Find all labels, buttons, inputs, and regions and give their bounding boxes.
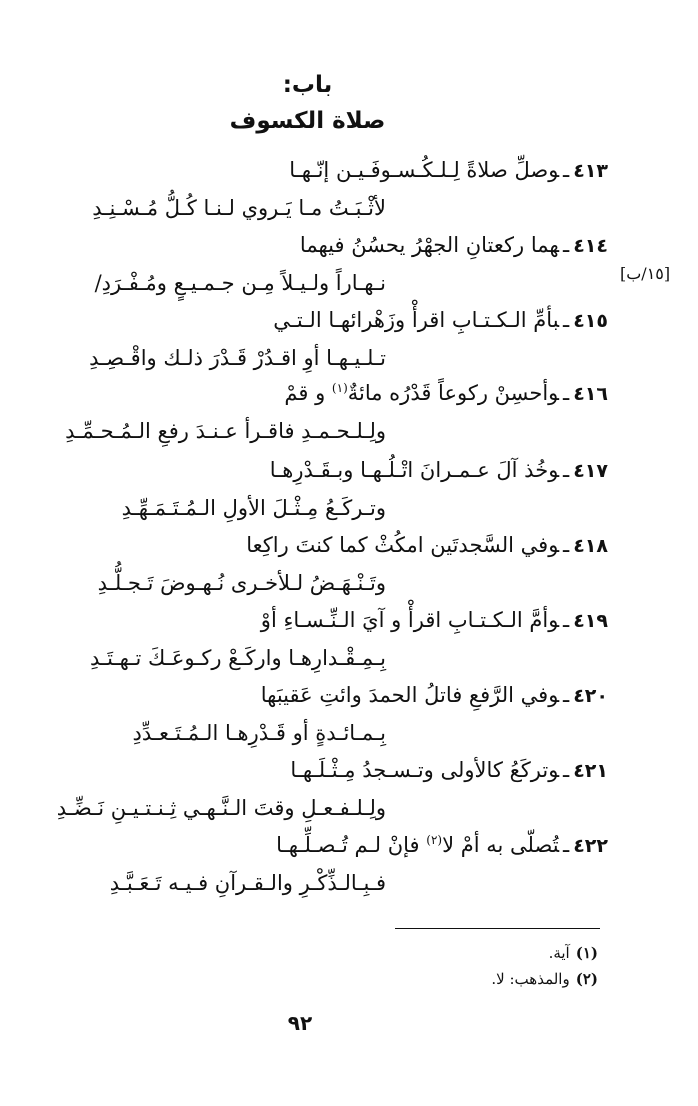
verse-text-tail: و قمْ: [284, 381, 332, 405]
footnote-marker: (٢): [426, 833, 443, 847]
footnote-number: (١): [575, 944, 598, 962]
verse-418: [0, 530, 698, 606]
verse-414: [0, 230, 698, 306]
verse-number: ٤٢١: [573, 760, 608, 782]
verse-second-hemistich: ولِـلـحـمـدِ فاقـرأ عـنـدَ رفعِ الـمُـحـمِّـدِ: [65, 419, 386, 443]
page-number: ٩٢: [287, 1011, 313, 1035]
verse-first-hemistich: ٤١٥ـبأمِّ الـكـتـابِ اقرأْ وزَهْرائهـا الـتـي: [273, 308, 608, 332]
verse-text-tail: فإنْ لـم تُـصـلِّـهـا: [276, 833, 427, 857]
verse-first-hemistich: ٤١٨ـوفي السَّجدتَين امكُثْ كما كنتَ راكِعا: [246, 533, 608, 557]
footnote-2: [491, 968, 598, 990]
verse-number: ٤١٣: [573, 160, 608, 182]
chapter-title: صلاة الكسوف: [229, 108, 386, 134]
verse-second-hemistich: فـبِـالـذِّكْـرِ والـقـرآنِ فـيـه تَـعَـبَّـدِ: [109, 871, 386, 895]
verse-second-hemistich: تـلـيـهـا أوِ اقـدُرْ قَـدْرَ ذلـك واقْـصِـدِ: [89, 346, 386, 370]
verse-second-hemistich: لأثْـبَـتُ مـا يَـروي لـنـا كُـلُّ مُـسْـنِـدِ: [92, 196, 386, 220]
verse-text: هما ركعتانِ الجهْرُ يحسُنُ فيهما: [299, 233, 560, 257]
footnote-number: (٢): [575, 970, 598, 988]
verse-second-hemistich: وتَـنْـهَـضُ لـلأخـرى نُـهـوضَ تَـجـلُّـدِ: [97, 571, 386, 595]
verse-number: ٤١٨: [573, 535, 608, 557]
verse-text: وفي الرَّفعِ فاتلُ الحمدَ وائتِ عَقيبَها: [260, 683, 560, 707]
verse-second-hemistich: ولِـلـفـعـلِ وقتَ الـنَّـهـي ثِـنـتـيـنِ نَـضِّـدِ: [56, 796, 386, 820]
verse-first-hemistich: ٤١٧ـوخُذ آلَ عـمـرانَ اتْـلُـهـا وبـقَـدْرِهـا: [269, 458, 608, 482]
footnote-text: والمذهب: لا.: [491, 970, 570, 988]
verse-number: ٤٢٠: [573, 685, 608, 707]
verse-number: ٤١٥: [573, 310, 608, 332]
verse-second-hemistich: وتـركَـعُ مِـثْـلَ الأولِ الـمُـتَـمَـهِّـدِ: [121, 496, 386, 520]
footnote-1: [549, 942, 598, 964]
verse-first-hemistich: ٤١٦ـوأحسِنْ ركوعاً قَدْرُه مائةٌ$^{(١)}$ و قمْ: [284, 381, 608, 405]
verse-first-hemistich: ٤١٤ـهما ركعتانِ الجهْرُ يحسُنُ فيهما: [299, 233, 608, 257]
verse-second-hemistich: نـهـاراً ولـيـلاً مِـن جـمـيـعٍ ومُـفْـرَدِ/: [94, 271, 386, 295]
footnote-marker: (١): [331, 381, 348, 395]
verse-first-hemistich: ٤٢٠ـوفي الرَّفعِ فاتلُ الحمدَ وائتِ عَقيبَها: [260, 683, 608, 707]
verse-text: وفي السَّجدتَين امكُثْ كما كنتَ راكِعا: [246, 533, 560, 557]
footnote-divider: [395, 928, 600, 929]
verse-text: وصلِّ صلاةً لِـلـكُـسـوفَـيـن إنّـهـا: [289, 158, 560, 182]
verse-number: ٤١٤: [573, 235, 608, 257]
verse-text: بأمِّ الـكـتـابِ اقرأْ وزَهْرائهـا الـتـي: [273, 308, 560, 332]
footnote-text: آية.: [548, 944, 570, 962]
verse-text: وتركَعُ كالأولى وتـسـجدُ مِـثْـلَـهـا: [290, 758, 560, 782]
verse-419: [0, 605, 698, 681]
verse-number: ٤٢٢: [573, 835, 608, 857]
verse-text: وخُذ آلَ عـمـرانَ اتْـلُـهـا وبـقَـدْرِهـا: [269, 458, 560, 482]
verse-second-hemistich: بِـمِـقْـدارِهـا واركَـعْ ركـوعَـكَ تـهـتَـدِ: [89, 646, 386, 670]
verse-420: [0, 680, 698, 756]
verse-413: [0, 155, 698, 231]
manuscript-folio-marker: [١٥/ب]: [620, 264, 671, 283]
verse-number: ٤١٧: [573, 460, 608, 482]
verse-first-hemistich: ٤٢٢ـتُصلّى به أمْ لا$^{(٢)}$ فإنْ لـم تُـصـلِّـهـا: [276, 833, 608, 857]
verse-text: وأحسِنْ ركوعاً قَدْرُه مائةٌ: [347, 381, 560, 405]
verse-number: ٤١٦: [573, 383, 608, 405]
verse-422: [0, 830, 698, 906]
verse-416: [0, 378, 698, 454]
verse-417: [0, 455, 698, 531]
verse-second-hemistich: بِـمـائـدةٍ أو قَـدْرِهـا الـمُـتَـعـدِّدِ: [132, 721, 386, 745]
verse-421: [0, 755, 698, 831]
verse-text: تُصلّى به أمْ لا: [442, 833, 560, 857]
verse-first-hemistich: ٤١٩ـوأمَّ الـكـتـابِ اقرأْ و آيَ الـنِّـسـاءِ أوْ: [260, 608, 608, 632]
verse-first-hemistich: ٤٢١ـوتركَعُ كالأولى وتـسـجدُ مِـثْـلَـهـا: [290, 758, 608, 782]
verse-first-hemistich: ٤١٣ـوصلِّ صلاةً لِـلـكُـسـوفَـيـن إنّـهـا: [289, 158, 608, 182]
verse-number: ٤١٩: [573, 610, 608, 632]
chapter-label: باب:: [282, 72, 333, 98]
verse-415: [0, 305, 698, 381]
verse-text: وأمَّ الـكـتـابِ اقرأْ و آيَ الـنِّـسـاءِ أوْ: [260, 608, 560, 632]
